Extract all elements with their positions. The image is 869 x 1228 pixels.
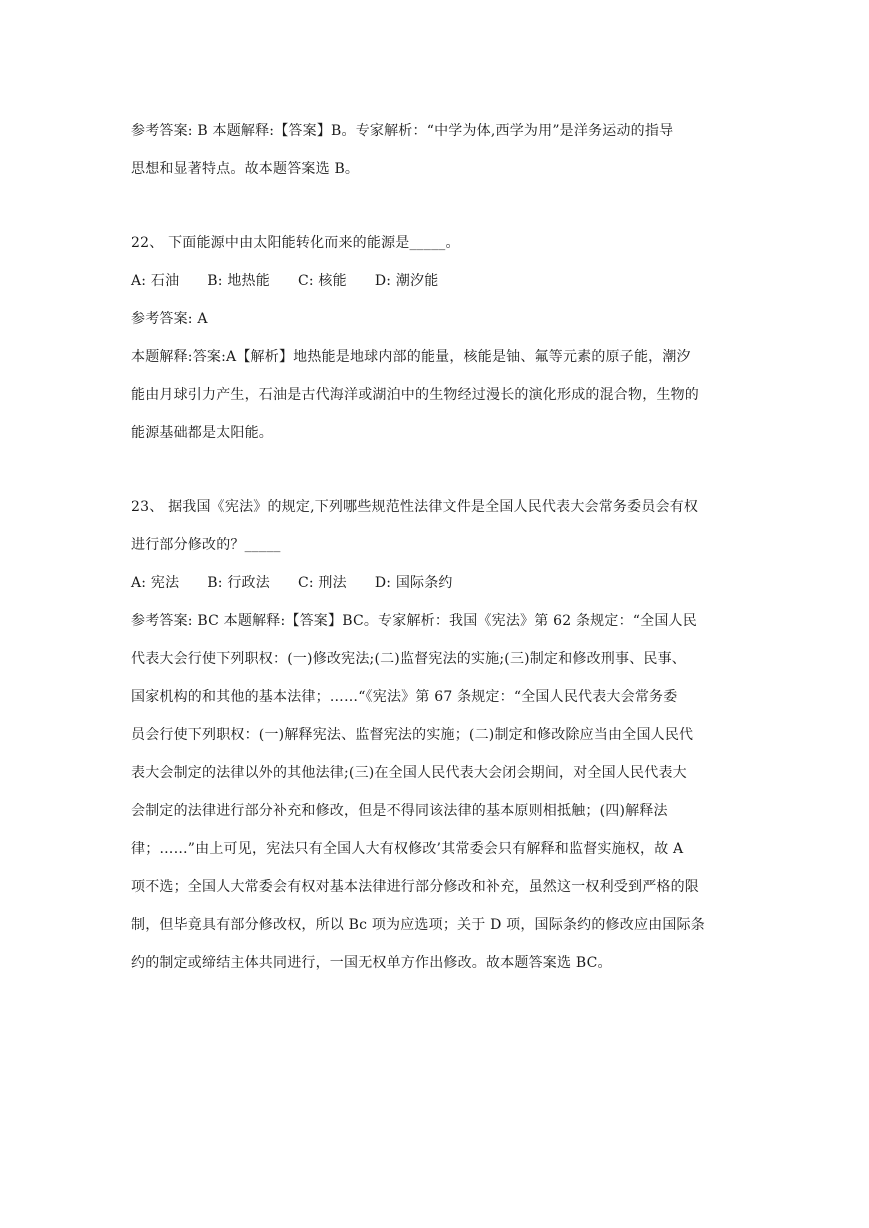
q23-answer-line-2: 代表大会行使下列职权：(一)修改宪法;(二)监督宪法的实施;(三)制定和修改刑事、民事、 bbox=[131, 651, 687, 667]
q23-answer-line-5: 表大会制定的法律以外的其他法律;(三)在全国人民代表大会闭会期间，对全国人民代表大 bbox=[131, 765, 687, 781]
q22-block bbox=[131, 230, 739, 446]
q23-answer-line-7: 律；……”由上可见，宪法只有全国人大有权修改’其常委会只有解释和监督实施权，故 A bbox=[131, 841, 684, 857]
q23-options bbox=[131, 570, 739, 596]
q22-explanation-line-1: 本题解释:答案:A【解析】地热能是地球内部的能量，核能是铀、氟等元素的原子能，潮汐 bbox=[131, 349, 691, 365]
q23-question-line-1: 23、 据我国《宪法》的规定,下列哪些规范性法律文件是全国人民代表大会常务委员会有权 bbox=[131, 499, 699, 515]
q22-options bbox=[131, 268, 739, 294]
q22-option-a: A: 石油 bbox=[131, 273, 180, 289]
q22-explanation-line-2: 能由月球引力产生，石油是古代海洋或湖泊中的生物经过漫长的演化形成的混合物，生物的 bbox=[131, 387, 699, 403]
q23-option-c: C: 刑法 bbox=[297, 575, 347, 591]
q21-answer-line-1: 参考答案: B 本题解释:【答案】B。专家解析：“中学为体,西学为用”是洋务运动的指导 bbox=[131, 123, 674, 139]
q23-answer-line-9: 制，但毕竟具有部分修改权，所以 Bc 项为应选项；关于 D 项，国际条约的修改应由国际条 bbox=[131, 917, 705, 933]
q22-answer: 参考答案: A bbox=[131, 311, 208, 327]
q21-answer bbox=[131, 118, 739, 182]
q23-block bbox=[131, 494, 739, 976]
q23-option-b: B: 行政法 bbox=[207, 575, 270, 591]
q23-option-a: A: 宪法 bbox=[131, 575, 180, 591]
document-page bbox=[131, 118, 739, 976]
q23-question-line-2: 进行部分修改的？_____ bbox=[131, 537, 281, 553]
q22-explanation-line-3: 能源基础都是太阳能。 bbox=[131, 425, 273, 441]
q23-answer-line-3: 国家机构的和其他的基本法律；……“《宪法》第 67 条规定：“全国人民代表大会常务委 bbox=[131, 689, 678, 705]
q21-answer-line-2: 思想和显著特点。故本题答案选 B。 bbox=[131, 161, 360, 177]
q23-answer-line-8: 项不选；全国人大常委会有权对基本法律进行部分修改和补充，虽然这一权利受到严格的限 bbox=[131, 879, 699, 895]
q23-answer-line-10: 约的制定或缔结主体共同进行，一国无权单方作出修改。故本题答案选 BC。 bbox=[131, 955, 612, 971]
q22-option-d: D: 潮汐能 bbox=[374, 273, 439, 289]
q23-answer-line-6: 会制定的法律进行部分补充和修改，但是不得同该法律的基本原则相抵触；(四)解释法 bbox=[131, 803, 668, 819]
q22-option-b: B: 地热能 bbox=[207, 273, 270, 289]
q23-answer-line-1: 参考答案: BC 本题解释:【答案】BC。专家解析：我国《宪法》第 62 条规定：“全国人民 bbox=[131, 613, 697, 629]
q23-answer-line-4: 员会行使下列职权：(一)解释宪法、监督宪法的实施；(二)制定和修改除应当由全国人民代 bbox=[131, 727, 694, 743]
q22-question: 22、 下面能源中由太阳能转化而来的能源是_____。 bbox=[131, 235, 460, 251]
q23-option-d: D: 国际条约 bbox=[374, 575, 453, 591]
q22-option-c: C: 核能 bbox=[297, 273, 347, 289]
